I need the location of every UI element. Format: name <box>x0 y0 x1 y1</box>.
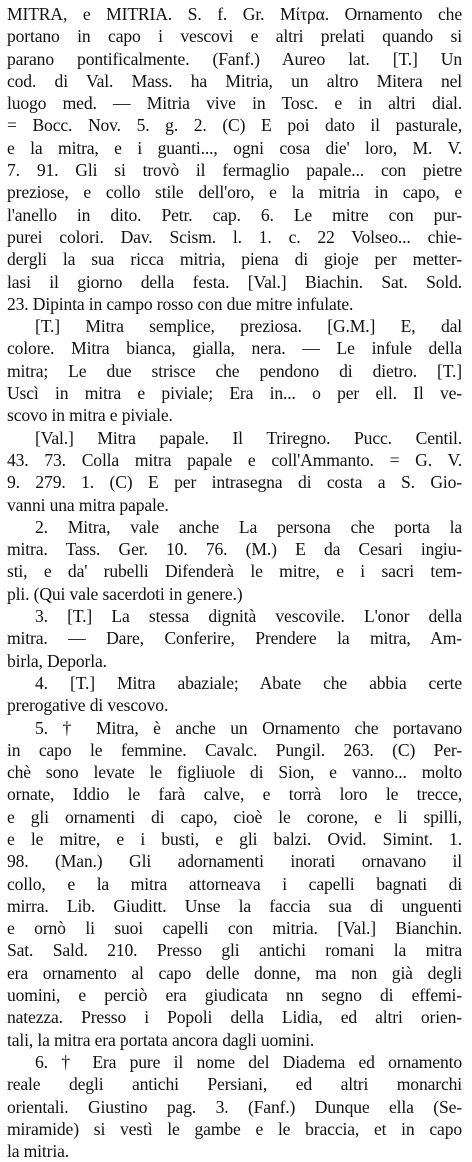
text-line: colore. Mitra bianca, gialla, nera. — Le infule della <box>7 338 462 359</box>
entry-paragraph-mitra-papale <box>7 427 462 516</box>
text-line: ornate, Iddio le farà calve, e torrà loro le trecce, <box>7 784 462 805</box>
text-line: uomini, e perciò era giudicata nn segno di effemi- <box>7 985 462 1006</box>
text-line: [T.] Mitra semplice, preziosa. [G.M.] E, dal <box>35 316 462 337</box>
text-line: sti, e da' rubelli Difenderà le mitre, e i sacri tem- <box>7 561 462 582</box>
text-line: e le mitre, e i busti, e gli balzi. Ovid. Simint. 1. <box>7 828 462 849</box>
entry-sense-2 <box>7 516 462 605</box>
text-line: MITRA, e MITRIA. S. f. Gr. Μίτρα. Ornamento che <box>7 4 462 24</box>
text-line: scovo in mitra e piviale. <box>7 405 173 426</box>
text-line: 98. (Man.) Gli adornamenti inorati ornavano il <box>7 851 462 872</box>
text-line: prerogative di vescovo. <box>7 695 169 716</box>
entry-sense-5 <box>7 717 462 1051</box>
text-line: [Val.] Mitra papale. Il Triregno. Pucc. Centil. <box>35 427 462 448</box>
text-line: pli. (Qui vale sacerdoti in genere.) <box>7 583 243 604</box>
text-line: lasi il giorno della festa. [Val.] Biachin. Sat. Sold. <box>7 271 462 292</box>
text-line: l'anello in dito. Petr. cap. 6. Le mitre con pur- <box>7 204 462 225</box>
text-line: miramide) si vestì le gambe e le braccia, et in capo <box>7 1118 462 1139</box>
text-line: 9. 279. 1. (C) E per intrasegna di costa a S. Gio- <box>7 472 462 493</box>
text-line: in capo le femmine. Cavalc. Pungil. 263. (C) Per- <box>7 739 462 760</box>
text-line: luogo med. — Mitria vive in Tosc. e in altri dial. <box>7 93 462 114</box>
text-line: birla, Deporla. <box>7 650 107 671</box>
text-line: tali, la mitra era portata ancora dagli uomini. <box>7 1029 315 1050</box>
text-line: preziose, e collo stile dell'oro, e la mitria in capo, e <box>7 182 462 203</box>
entry-sense-3 <box>7 605 462 672</box>
text-line: e ornò li suoi capelli con mitria. [Val.] Bianchin. <box>7 918 462 939</box>
text-line: 4. [T.] Mitra abaziale; Abate che abbia certe <box>35 672 462 693</box>
text-line: chè sono levate le figliuole di Sion, e vanno... molto <box>7 762 462 783</box>
text-line: mitra. Tass. Ger. 10. 76. (M.) E da Cesari ingiu- <box>7 539 462 560</box>
text-line: 23. Dipinta in campo rosso con due mitre infulate. <box>7 293 354 314</box>
entry-paragraph-mitra-semplice <box>7 315 462 426</box>
text-line: era ornamento al capo delle donne, ma non già degli <box>7 962 462 983</box>
text-line: mitra. — Dare, Conferire, Prendere la mitra, Am- <box>7 628 462 649</box>
text-line: mirra. Lib. Giuditt. Unse la faccia sua di unguenti <box>7 895 462 916</box>
text-line: = Bocc. Nov. 5. g. 2. (C) E poi dato il pasturale, <box>7 115 462 136</box>
text-line: dergli la sua ricca mitria, piena di gioje per metter- <box>7 249 462 270</box>
text-line: orientali. Giustino pag. 3. (Fanf.) Dunque ella (Se- <box>7 1096 462 1117</box>
text-line: reale degli antichi Persiani, ed altri monarchi <box>7 1074 462 1095</box>
text-line: parano pontificalmente. (Fanf.) Aureo lat. [T.] Un <box>7 48 462 69</box>
text-line: cod. di Val. Mass. ha Mitria, un altro Mitera nel <box>7 70 462 91</box>
text-line: e la mitra, e i guanti..., ogni cosa die' loro, M. V. <box>7 137 462 158</box>
text-line: purei colori. Dav. Scism. l. 1. c. 22 Volseo... chie- <box>7 226 462 247</box>
entry-sense-4 <box>7 672 462 717</box>
text-line: 7. 91. Gli si trovò il fermaglio papale... con pietre <box>7 160 462 181</box>
text-line: 5. † Mitra, è anche un Ornamento che portavano <box>35 717 462 738</box>
text-line: 2. Mitra, vale anche La persona che porta la <box>35 516 462 537</box>
text-line: 43. 73. Colla mitra papale e coll'Ammanto. = G. V. <box>7 449 462 470</box>
text-line: vanni una mitra papale. <box>7 494 169 515</box>
entry-paragraph-main <box>7 3 462 315</box>
text-line: collo, e la mitra attorneava i capelli bagnati di <box>7 873 462 894</box>
text-line: Sat. Sald. 210. Presso gli antichi romani la mitra <box>7 940 462 961</box>
entry-sense-6 <box>7 1051 462 1162</box>
text-line: 6. † Era pure il nome del Diadema ed ornamento <box>35 1051 462 1072</box>
text-line: Uscì in mitra e piviale; Era in... o per ell. Il ve- <box>7 383 462 404</box>
text-line: mitra; Le due strisce che pendono di dietro. [T.] <box>7 360 462 381</box>
text-line: portano in capo i vescovi e altri prelati quando si <box>7 26 462 47</box>
text-line: e gli ornamenti di capo, cioè le corone, e li spilli, <box>7 806 462 827</box>
text-line: la mitria. <box>7 1141 70 1162</box>
text-line: 3. [T.] La stessa dignità vescovile. L'onor della <box>35 606 462 627</box>
text-line: natezza. Presso i Popoli della Lidia, ed altri orien- <box>7 1007 462 1028</box>
entry-mitra <box>7 3 462 1162</box>
